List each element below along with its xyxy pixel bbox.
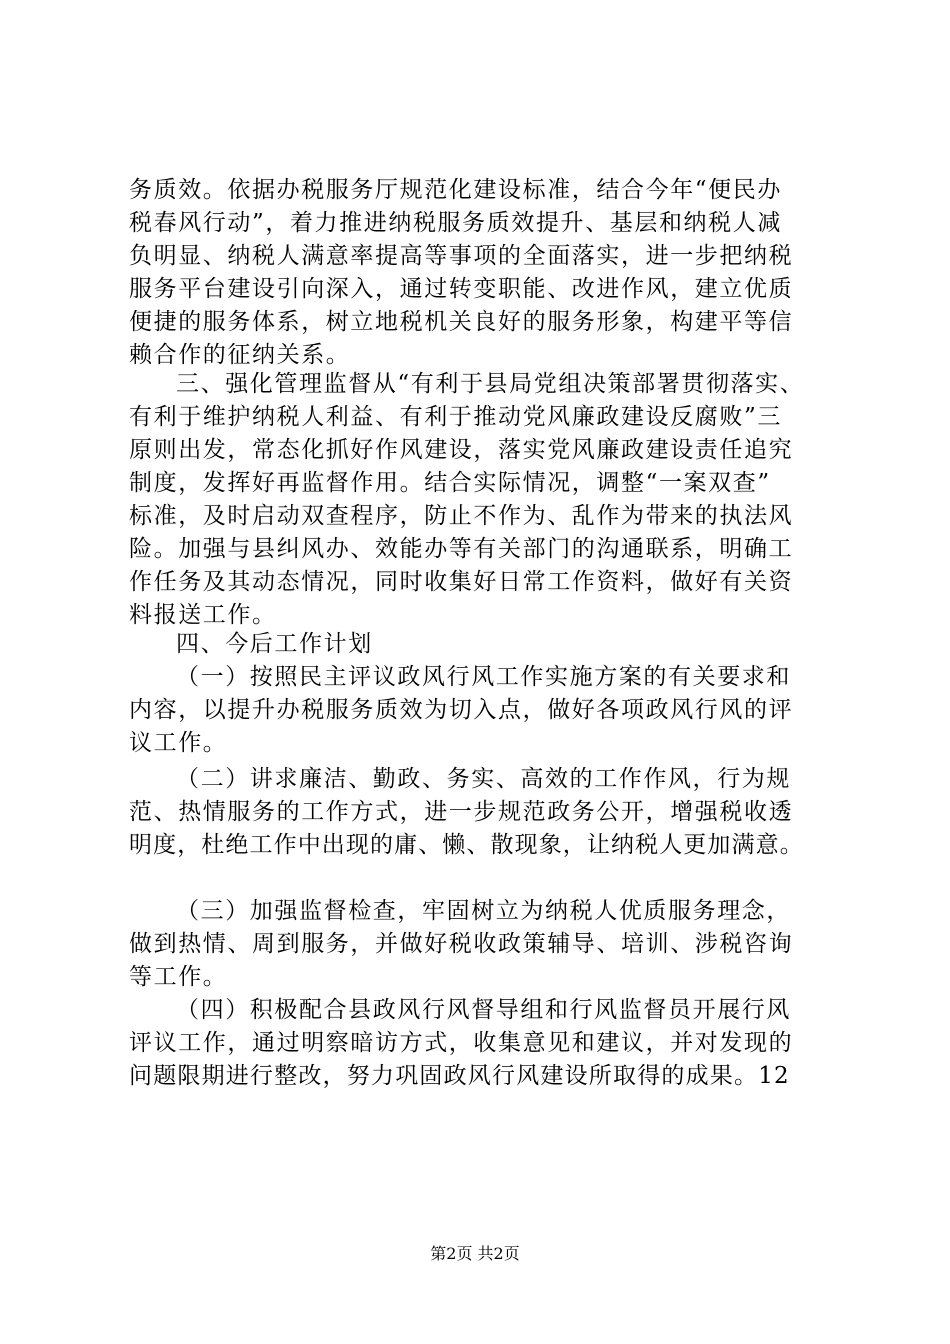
text-line: 作任务及其动态情况，同时收集好日常工作资料，做好有关资 [129, 569, 794, 595]
text-line: 务质效。依据办税服务厅规范化建设标准，结合今年“便民办 [129, 177, 782, 203]
text-line: 料报送工作。 [129, 602, 277, 628]
text-line: 赖合作的征纳关系。 [129, 342, 351, 368]
section-heading-4: 四、今后工作计划 [176, 631, 373, 657]
text-line: 等工作。 [129, 964, 228, 990]
text-line: 险。加强与县纠风办、效能办等有关部门的沟通联系，明确工 [129, 536, 794, 562]
text-line: 制度，发挥好再监督作用。结合实际情况，调整“一案双查” [129, 470, 771, 496]
text-line: 负明显、纳税人满意率提高等事项的全面落实，进一步把纳税 [129, 243, 794, 269]
list-item-2: （二）讲求廉洁、勤政、务实、高效的工作作风，行为规 [176, 766, 791, 792]
text-line: 内容，以提升办税服务质效为切入点，做好各项政风行风的评 [129, 697, 794, 723]
text-line: 范、热情服务的工作方式，进一步规范政务公开，增强税收透 [129, 799, 794, 825]
list-item-3: （三）加强监督检查，牢固树立为纳税人优质服务理念， [176, 898, 791, 924]
text-line: 议工作。 [129, 730, 228, 756]
text-line: 原则出发，常态化抓好作风建设，落实党风廉政建设责任追究 [129, 437, 794, 463]
list-item-1: （一）按照民主评议政风行风工作实施方案的有关要求和 [176, 664, 791, 690]
text-line: 服务平台建设引向深入，通过转变职能、改进作风，建立优质 [129, 276, 794, 302]
page-number-footer: 第2页 共2页 [430, 1244, 520, 1263]
text-line: 明度，杜绝工作中出现的庸、懒、散现象，让纳税人更加满意。 [129, 832, 804, 858]
text-line: 评议工作，通过明察暗访方式，收集意见和建议，并对发现的 [129, 1030, 794, 1056]
list-item-4: （四）积极配合县政风行风督导组和行风监督员开展行风 [176, 997, 791, 1023]
text-line: 税春风行动”，着力推进纳税服务质效提升、基层和纳税人减 [129, 210, 782, 236]
section-heading-3: 三、强化管理监督从“有利于县局党组决策部署贯彻落实、 [176, 371, 805, 397]
text-line: 便捷的服务体系，树立地税机关良好的服务形象，构建平等信 [129, 309, 794, 335]
text-line: 有利于维护纳税人利益、有利于推动党风廉政建设反腐败”三 [129, 404, 782, 430]
text-line: 问题限期进行整改，努力巩固政风行风建设所取得的成果。12 [129, 1063, 790, 1089]
text-line: 做到热情、周到服务，并做好税收政策辅导、培训、涉税咨询 [129, 931, 794, 957]
text-line: 标准，及时启动双查程序，防止不作为、乱作为带来的执法风 [129, 503, 794, 529]
